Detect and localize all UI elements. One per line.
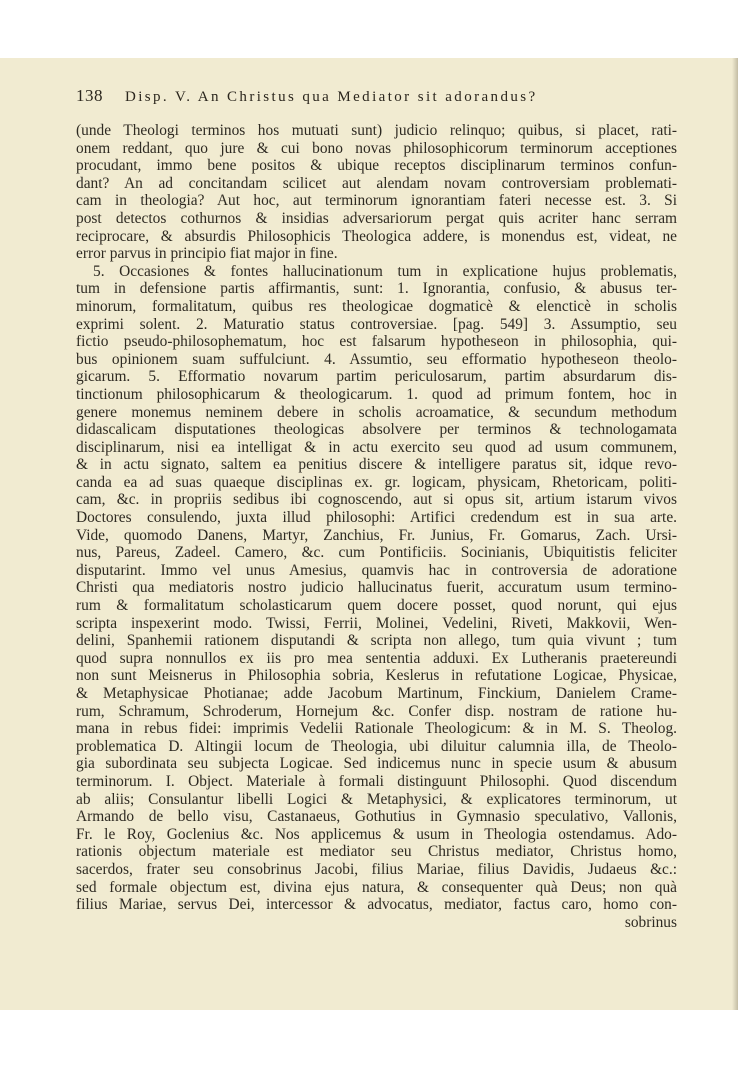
text-line: (unde Theologi terminos hos mutuati sunt) judicio relinquo; quibus, si placet, rati- <box>76 122 677 139</box>
text-line: disputarint. Immo vel unus Amesius, quamvis hac in controversia de adoratione <box>76 561 677 579</box>
top-margin <box>0 0 738 58</box>
text-line: onem reddant, quo jure & cui bono novas philosophicorum terminorum acceptiones <box>76 139 677 157</box>
text-line: rationis objectum materiale est mediator seu Christus mediator, Christus homo, <box>76 843 677 861</box>
catchword: sobrinus <box>624 913 677 931</box>
text-line: Fr. le Roy, Goclenius &c. Nos applicemus & usum in Theologia ostendamus. Ado- <box>76 825 677 843</box>
text-line: quod supra nonnullos ex iis pro mea sententia adduxi. Ex Lutheranis praetereundi <box>76 649 677 667</box>
page-header <box>76 86 676 110</box>
text-line: tum in defensione partis affirmantis, sunt: 1. Ignorantia, confusio, & abusus ter- <box>76 280 677 298</box>
text-line: Doctores consulendo, juxta illud philosophi: Artifici credendum est in sua arte. <box>76 509 677 527</box>
text-line: bus opinionem suam suffulciunt. 4. Assumtio, seu efformatio hypotheseon theolo- <box>76 350 677 368</box>
text-line: sacerdos, frater seu consobrinus Jacobi, filius Mariae, filius Davidis, Judaeus &c.: <box>76 860 677 878</box>
text-line: cam, &c. in propriis sedibus ibi cognoscendo, aut si opus sit, artium istarum vivos <box>76 491 677 509</box>
body-text <box>76 122 677 931</box>
text-line: terminorum. I. Object. Materiale à formali distinguunt Philosophi. Quod discendum <box>76 772 677 790</box>
text-line: dant? An ad concitandam scilicet aut alendam novam controversiam problemati- <box>76 174 677 192</box>
text-line: Vide, quomodo Danens, Martyr, Zanchius, Fr. Junius, Fr. Gomarus, Zach. Ursi- <box>76 526 677 544</box>
text-line: genere monemus neminem debere in scholis acroamatice, & secundum methodum <box>76 403 677 421</box>
text-line: filius Mariae, servus Dei, intercessor & advocatus, mediator, factus caro, homo con- <box>76 896 677 914</box>
text-line: Christi qua mediatoris nostro judicio hallucinatus fuerit, accuratum usum termino- <box>76 579 677 597</box>
text-line: rum, Schramum, Schroderum, Hornejum &c. Confer disp. nostram de ratione hu- <box>76 702 677 720</box>
text-line: delini, Spanhemii rationem disputandi & scripta non allego, tum quia vivunt ; tum <box>76 632 677 650</box>
running-head: Disp. V. An Christus qua Mediator sit adorandus? <box>125 89 538 105</box>
text-line: nus, Pareus, Zadeel. Camero, &c. cum Pontificiis. Socinianis, Ubiquitistis feliciter <box>76 544 677 562</box>
text-line: disciplinarum, nisi ea intelligat & in actu exercito seu quod ad usum communem, <box>76 438 677 456</box>
bottom-margin <box>0 1010 738 1068</box>
text-line: post detectos cothurnos & insidias adversariorum pergat quis acriter hanc serram <box>76 209 677 227</box>
text-line: gia subordinata seu subjecta Logicae. Sed indicemus nunc in specie usum & abusum <box>76 755 677 773</box>
text-line: ab aliis; Consulantur libelli Logici & Metaphysici, & explicatores terminorum, ut <box>76 790 677 808</box>
text-line: mana in rebus fidei: imprimis Vedelii Rationale Theologicum: & in M. S. Theolog. <box>76 720 677 738</box>
text-line: cam in theologia? Aut hoc, aut terminorum ignorantiam fateri necesse est. 3. Si <box>76 192 677 210</box>
text-line: scripta inspexerint modo. Twissi, Ferrii, Molinei, Vedelini, Riveti, Makkovii, Wen- <box>76 614 677 632</box>
text-line: Armando de bello visu, Castanaeus, Gothutius in Gymnasio speculativo, Vallonis, <box>76 808 677 826</box>
text-line: exprimi solent. 2. Maturatio status controversiae. [pag. 549] 3. Assumptio, seu <box>76 315 677 333</box>
text-line: fictio pseudo-philosophematum, hoc est falsarum hypotheseon in philosophia, qui- <box>76 333 677 351</box>
text-line: procudant, immo bene positos & ubique receptos disciplinarum terminos confun- <box>76 157 677 175</box>
text-line: & Metaphysicae Photianae; adde Jacobum Martinum, Finckium, Danielem Crame- <box>76 685 677 702</box>
text-line: & in actu signato, saltem ea penitius discere & intelligere paratus sit, idque revo- <box>76 456 677 474</box>
text-line: didascalicam disputationes theologicas absolvere per terminos & technologamata <box>76 421 677 439</box>
text-line: canda ea ad suas quaeque disciplinas ex. gr. logicam, physicam, Rhetoricam, politi- <box>76 473 677 491</box>
text-line: error parvus in principio fiat major in fine. <box>76 245 338 263</box>
text-line: non sunt Meisnerus in Philosophia sobria, Keslerus in refutatione Logicae, Physicae, <box>76 667 677 685</box>
text-line: problematica D. Altingii locum de Theologia, ubi diluitur calumnia illa, de Theolo- <box>76 737 677 755</box>
page-number: 138 <box>76 86 103 105</box>
page-edge-shadow <box>732 58 738 1010</box>
text-line: tinctionum philosophicarum & theologicarum. 1. quod ad primum fontem, hoc in <box>76 385 677 403</box>
text-line: gicarum. 5. Efformatio novarum partim periculosarum, partim absurdarum dis- <box>76 368 677 386</box>
text-line: reciprocare, & absurdis Philosophicis Theologica addere, is monendus est, videat, ne <box>76 227 677 245</box>
paragraph-start: 5. Occasiones & fontes hallucinationum tum in explicatione hujus problematis, <box>93 262 677 280</box>
text-line: rum & formalitatum scholasticarum quem docere posset, quod norunt, qui ejus <box>76 597 677 615</box>
text-line: minorum, formalitatum, quibus res theologicae dogmaticè & elencticè in scholis <box>76 297 677 315</box>
text-line: sed formale objectum est, divina ejus natura, & consequenter quà Deus; non quà <box>76 878 677 896</box>
